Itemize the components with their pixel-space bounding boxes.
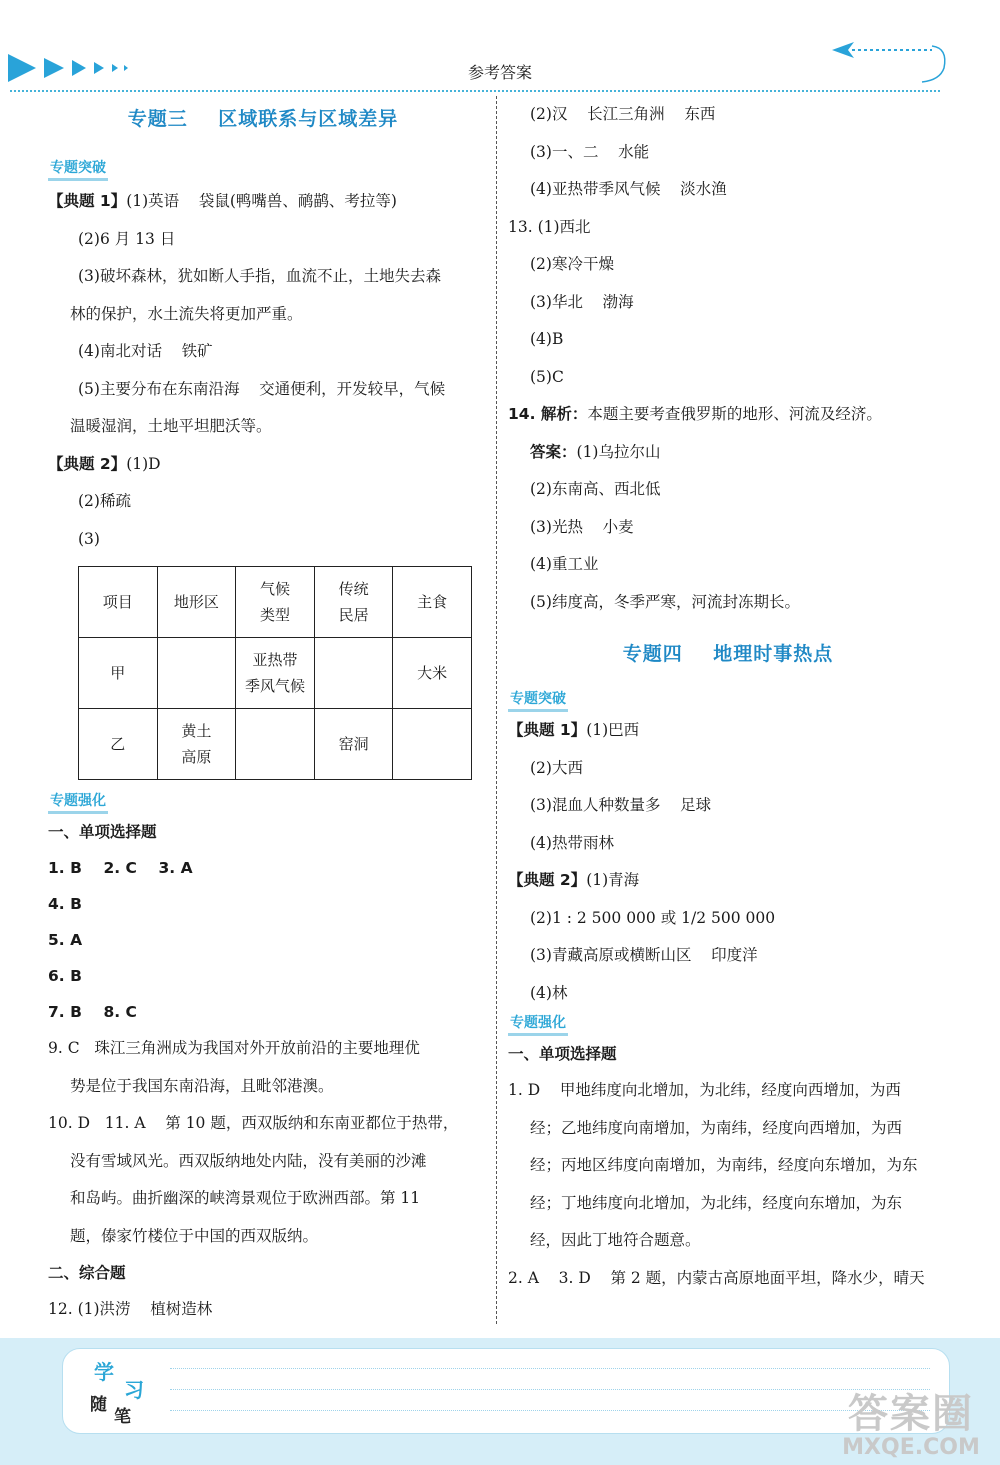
q10-line: 题，傣家竹楼位于中国的西双版纳。 bbox=[70, 1226, 319, 1245]
q1-line: 经；乙地纬度向南增加，为南纬，经度向西增加，为西 bbox=[530, 1118, 903, 1137]
answer-line: (2)6 月 13 日 bbox=[78, 229, 176, 248]
q13-line: (3)华北 渤海 bbox=[530, 292, 634, 311]
tag-strengthen: 专题强化 bbox=[508, 1012, 568, 1036]
table-cell bbox=[236, 709, 315, 780]
answer-line: (3)青藏高原或横断山区 印度洋 bbox=[530, 946, 758, 964]
answer-line: (5)主要分布在东南沿海 交通便利，开发较早，气候 bbox=[78, 379, 446, 398]
logo-char: 学 bbox=[94, 1360, 114, 1384]
page-header-title: 参考答案 bbox=[467, 63, 532, 82]
table-header-row bbox=[79, 567, 472, 638]
example-2-line: 【典题 2】(1)D bbox=[48, 454, 161, 473]
mc-answers: 4. B bbox=[48, 895, 82, 913]
mc-heading: 一、单项选择题 bbox=[508, 1045, 617, 1063]
header-dotted-rule bbox=[10, 90, 940, 92]
answer-line: (2)汉 长江三角洲 东西 bbox=[530, 105, 716, 123]
table-header-cell: 项目 bbox=[79, 567, 158, 638]
answer-line: (4)南北对话 铁矿 bbox=[78, 342, 213, 360]
q14-line: (2)东南高、西北低 bbox=[530, 480, 661, 498]
answer-line: (3) bbox=[78, 529, 100, 548]
example-2-line: 【典题 2】(1)青海 bbox=[508, 871, 640, 889]
q13-line: (4)B bbox=[530, 330, 564, 348]
table-cell bbox=[314, 638, 393, 709]
q10-line: 没有雪域风光。西双版纳地处内陆，没有美丽的沙滩 bbox=[70, 1151, 427, 1170]
section-title-4: 专题四 地理时事热点 bbox=[622, 643, 834, 665]
comp-heading: 二、综合题 bbox=[48, 1264, 126, 1282]
mc-answers: 5. A bbox=[48, 931, 83, 949]
answer-line: (4)热带雨林 bbox=[530, 833, 614, 852]
mc-answers: 7. B 8. C bbox=[48, 1003, 137, 1021]
answer-table bbox=[78, 566, 472, 780]
table-header-cell: 气候 类型 bbox=[236, 567, 315, 638]
q1-line: 1. D 甲地纬度向北增加，为北纬，经度向西增加，为西 bbox=[508, 1081, 901, 1099]
notes-lines bbox=[170, 1368, 930, 1431]
header-left-arrow-icon bbox=[832, 40, 952, 90]
study-notes-logo bbox=[68, 1352, 148, 1436]
mc-answers: 1. B 2. C 3. A bbox=[48, 859, 193, 877]
answer-line: (3)破坏森林，犹如断人手指，血流不止，土地失去森 bbox=[78, 267, 441, 285]
column-divider bbox=[496, 96, 497, 1324]
q12-line: 12. (1)洪涝 植树造林 bbox=[48, 1300, 213, 1318]
tag-strengthen: 专题强化 bbox=[48, 790, 108, 814]
watermark: 答案圈 MXQE.COM bbox=[842, 1391, 980, 1460]
table-row bbox=[79, 638, 472, 709]
answer-line: (2)大西 bbox=[530, 758, 583, 777]
table-cell bbox=[393, 709, 472, 780]
table-cell: 甲 bbox=[79, 638, 158, 709]
section-title-3: 专题三 区域联系与区域差异 bbox=[127, 108, 399, 130]
logo-char: 笔 bbox=[114, 1407, 131, 1427]
answer-line: (2)1 : 2 500 000 或 1/2 500 000 bbox=[530, 908, 776, 927]
mc-heading: 一、单项选择题 bbox=[48, 823, 157, 841]
table-cell bbox=[157, 638, 236, 709]
tag-breakthrough: 专题突破 bbox=[508, 688, 568, 712]
answer-line: (3)混血人种数量多 足球 bbox=[530, 796, 712, 814]
q14-line: (5)纬度高，冬季严寒，河流封冻期长。 bbox=[530, 592, 800, 611]
q14-answer-line: 答案：(1)乌拉尔山 bbox=[530, 442, 661, 461]
q14-line: 14. 解析：本题主要考查俄罗斯的地形、河流及经济。 bbox=[508, 405, 882, 423]
q13-line: (2)寒冷干燥 bbox=[530, 255, 614, 273]
left-column bbox=[48, 96, 478, 1329]
table-header-cell: 传统 民居 bbox=[314, 567, 393, 638]
q14-line: (4)重工业 bbox=[530, 555, 599, 573]
example-1-line: 【典题 1】(1)巴西 bbox=[508, 721, 640, 739]
q13-line: 13. (1)西北 bbox=[508, 217, 591, 236]
table-header-cell: 地形区 bbox=[157, 567, 236, 638]
example-1-line: 【典题 1】(1)英语 袋鼠(鸭嘴兽、鸸鹋、考拉等) bbox=[48, 192, 397, 210]
answer-line: (2)稀疏 bbox=[78, 492, 131, 510]
q1-line: 经；丁地纬度向北增加，为北纬，经度向东增加，为东 bbox=[530, 1193, 903, 1212]
q13-line: (5)C bbox=[530, 367, 564, 386]
table-cell: 窑洞 bbox=[314, 709, 393, 780]
answer-line: 林的保护，水土流失将更加严重。 bbox=[70, 304, 303, 323]
answer-line: (3)一、二 水能 bbox=[530, 142, 650, 161]
answer-line: 温暖湿润，土地平坦肥沃等。 bbox=[70, 417, 272, 435]
right-column bbox=[508, 96, 948, 1297]
table-cell: 亚热带 季风气候 bbox=[236, 638, 315, 709]
q1-line: 经，因此丁地符合题意。 bbox=[530, 1231, 701, 1249]
q1-line: 经；丙地区纬度向南增加，为南纬，经度向东增加，为东 bbox=[530, 1156, 918, 1174]
table-row bbox=[79, 709, 472, 780]
q2-3-line: 2. A 3. D 第 2 题，内蒙古高原地面平坦，降水少，晴天 bbox=[508, 1268, 925, 1287]
logo-char: 习 bbox=[124, 1378, 144, 1402]
q10-line: 和岛屿。曲折幽深的峡湾景观位于欧洲西部。第 11 bbox=[70, 1189, 421, 1207]
q9-line: 9. C 珠江三角洲成为我国对外开放前沿的主要地理优 bbox=[48, 1039, 420, 1057]
table-cell: 黄土 高原 bbox=[157, 709, 236, 780]
q9-line: 势是位于我国东南沿海，且毗邻港澳。 bbox=[70, 1076, 334, 1095]
table-header-cell: 主食 bbox=[393, 567, 472, 638]
mc-answers: 6. B bbox=[48, 967, 82, 985]
logo-char: 随 bbox=[90, 1395, 107, 1415]
table-cell: 乙 bbox=[79, 709, 158, 780]
q14-line: (3)光热 小麦 bbox=[530, 517, 634, 536]
tag-breakthrough: 专题突破 bbox=[48, 157, 108, 181]
answer-line: (4)林 bbox=[530, 983, 568, 1002]
table-cell: 大米 bbox=[393, 638, 472, 709]
answer-line: (4)亚热带季风气候 淡水渔 bbox=[530, 180, 727, 198]
q10-line: 10. D 11. A 第 10 题，西双版纳和东南亚都位于热带， bbox=[48, 1114, 459, 1132]
